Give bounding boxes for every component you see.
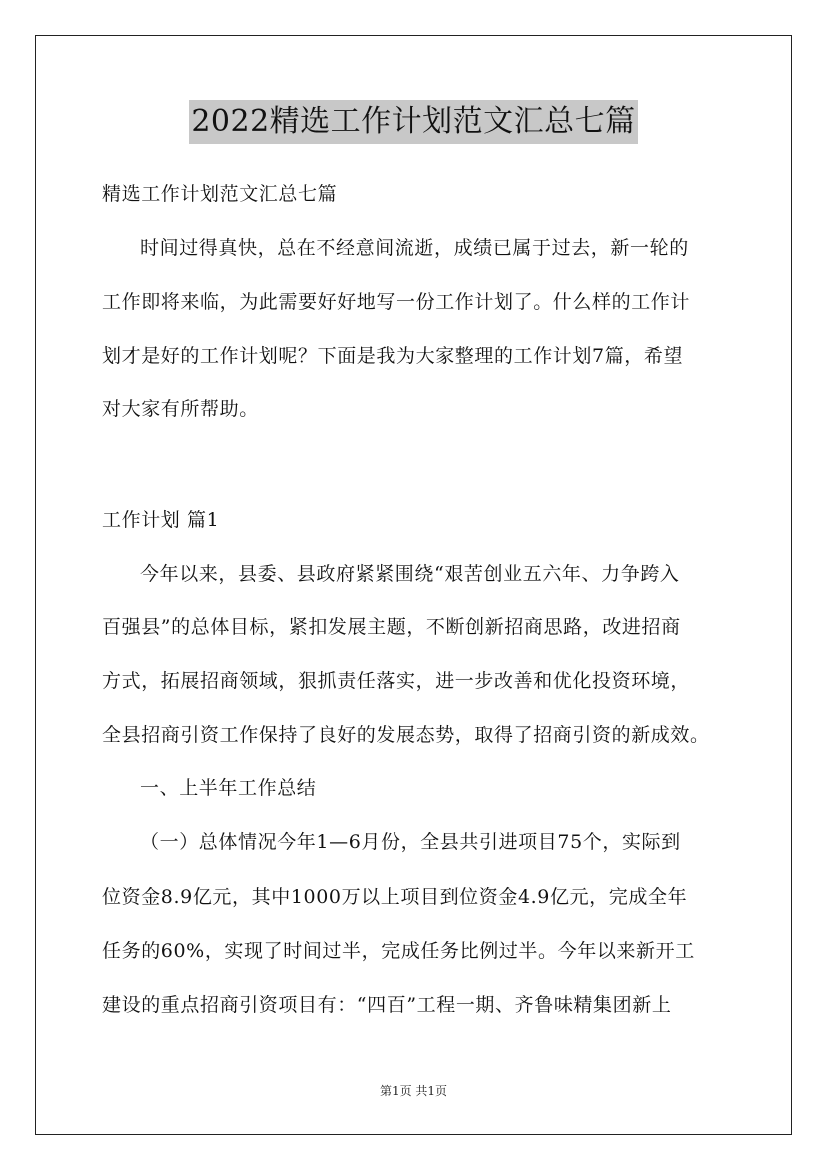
subheading: 一、上半年工作总结 bbox=[140, 777, 317, 799]
section-line-1: 今年以来，县委、县政府紧紧围绕“艰苦创业五六年、力争跨入 bbox=[140, 563, 680, 585]
document-title: 2022精选工作计划范文汇总七篇 bbox=[189, 100, 637, 144]
document-subtitle: 精选工作计划范文汇总七篇 bbox=[102, 183, 338, 205]
section-heading: 工作计划 篇1 bbox=[102, 509, 220, 531]
title-container bbox=[0, 100, 827, 144]
intro-line-3: 划才是好的工作计划呢？下面是我为大家整理的工作计划7篇，希望 bbox=[102, 345, 684, 367]
section-line-4: 全县招商引资工作保持了良好的发展态势，取得了招商引资的新成效。 bbox=[102, 724, 710, 746]
section-line-3: 方式，拓展招商领域，狠抓责任落实，进一步改善和优化投资环境， bbox=[102, 670, 691, 692]
summary-line-2: 位资金8.9亿元，其中1000万以上项目到位资金4.9亿元，完成全年 bbox=[102, 886, 688, 908]
section-line-2: 百强县”的总体目标，紧扣发展主题，不断创新招商思路，改进招商 bbox=[102, 616, 681, 638]
summary-line-4: 建设的重点招商引资项目有：“四百”工程一期、齐鲁味精集团新上 bbox=[102, 994, 672, 1016]
intro-line-4: 对大家有所帮助。 bbox=[102, 398, 259, 420]
intro-line-2: 工作即将来临，为此需要好好地写一份工作计划了。什么样的工作计 bbox=[102, 291, 691, 313]
summary-line-3: 任务的60%，实现了时间过半，完成任务比例过半。今年以来新开工 bbox=[102, 940, 695, 962]
summary-line-1: （一）总体情况今年1—6月份，全县共引进项目75个，实际到 bbox=[140, 831, 681, 853]
intro-line-1: 时间过得真快，总在不经意间流逝，成绩已属于过去，新一轮的 bbox=[140, 237, 689, 259]
page-footer: 第1页 共1页 bbox=[379, 1084, 448, 1098]
